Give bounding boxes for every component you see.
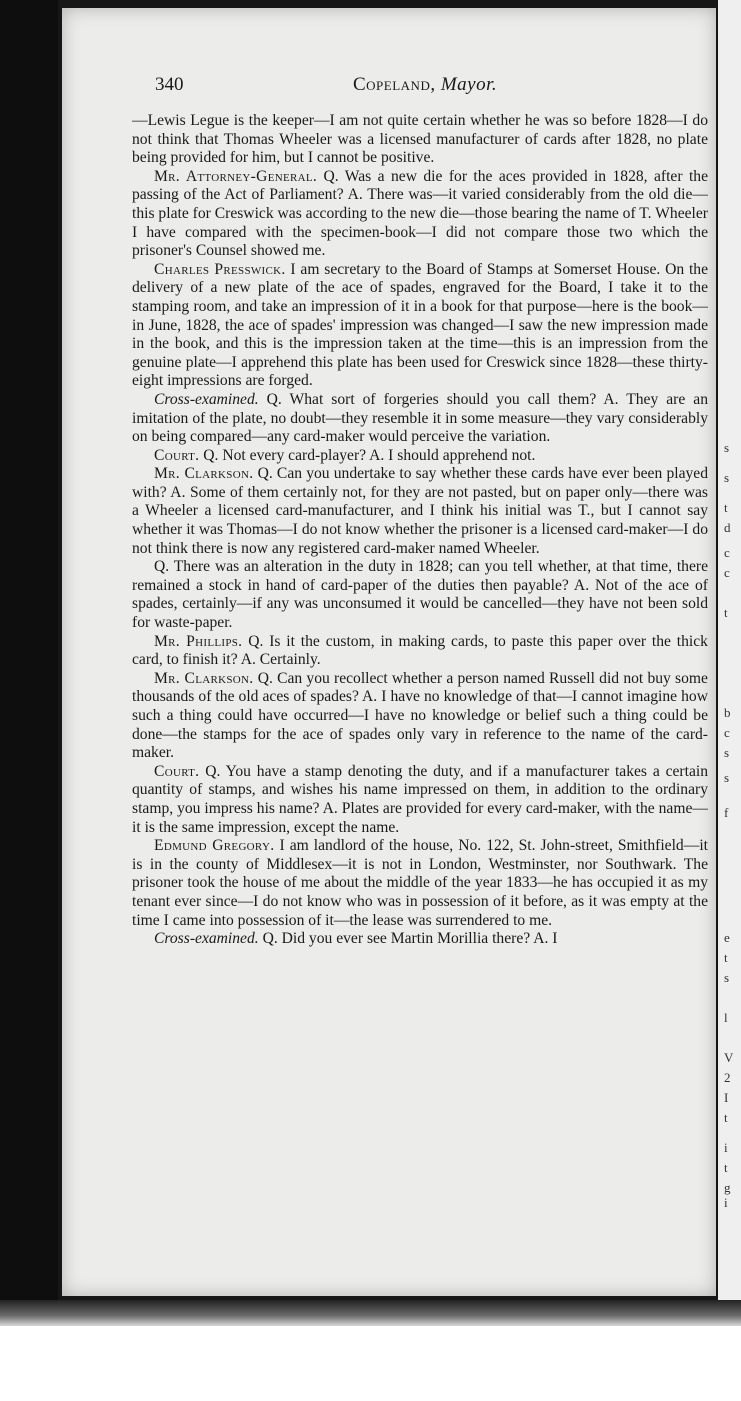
paragraph: [132, 465, 708, 558]
facing-page-letter: b: [724, 705, 731, 720]
facing-page-letter: t: [724, 500, 728, 515]
paragraph: [132, 112, 708, 168]
speaker-name: Mr. Clarkson.: [154, 669, 254, 687]
facing-page-letter: d: [724, 520, 731, 535]
facing-page-letter: c: [724, 725, 730, 740]
page-body: [132, 112, 708, 949]
speaker-name: Mr. Phillips.: [154, 632, 243, 650]
facing-page-letter: i: [724, 1195, 728, 1210]
paragraph-text: Q. Did you ever see Martin Morillia there? A. I: [262, 930, 558, 948]
paragraph-text: Q. There was an alteration in the duty in 1828; can you tell whether, at that time, there remained a stock in hand of card-paper of the duties then payable? A. Not of the ace of spades, certainly—if any was unconsumed it would be cancelled—they have not been sold for waste-paper.: [132, 558, 708, 632]
facing-page-letter: I: [724, 1090, 729, 1105]
facing-page-letter: t: [724, 950, 728, 965]
page-bottom-edge-shadow: [0, 1300, 741, 1326]
facing-page-letter: s: [724, 470, 730, 485]
facing-page-letter: c: [724, 565, 730, 580]
facing-page-letter: s: [724, 440, 730, 455]
running-head: [353, 74, 497, 96]
speaker-name: Mr. Clarkson.: [154, 465, 254, 483]
paragraph: [132, 391, 708, 447]
paragraph-text: Q. You have a stamp denoting the duty, and if a manufacturer takes a certain quantity of stamps, and wishes his name impressed on them, in addition to the ordinary stamp, you impress his name? A. Plates are provided for every card-maker, with the name—it is the same impression, except the name.: [132, 762, 709, 836]
paragraph-text: I am secretary to the Board of Stamps at Somerset House. On the delivery of a new plate of the ace of spades, engraved for the Board, I take it to the stamping room, and take an impression of it in a book for that purpose—here is the book—in June, 1828, the ace of spades' impression was changed—I saw the new impression made in the book, and this is the impression taken at the time—this is an impression from the genuine plate—I apprehend this plate has been used for Creswick since 1828—these thirty-eight impressions are forged.: [132, 260, 708, 390]
paragraph-text: Q. Was a new die for the aces provided in 1828, after the passing of the Act of Parliament? A. There was—it varied considerably from the old die—this plate for Creswick was according to the new die—those bearing the name of T. Wheeler I have compared with the specimen-book—I did not compare those two which the prisoner's Counsel showed me.: [132, 167, 708, 260]
speaker-name: Edmund Gregory.: [154, 837, 275, 855]
paragraph-text: Q. Not every card-player? A. I should apprehend not.: [203, 446, 536, 464]
speaker-name: Cross-examined.: [154, 390, 259, 408]
facing-page-letter: t: [724, 1160, 728, 1175]
paragraph-text: —Lewis Legue is the keeper—I am not quite certain whether he was so before 1828—I do not think that Thomas Wheeler was a licensed manufacturer of cards after 1828, no plate being provided for him, but I cannot be positive.: [132, 112, 708, 167]
page-header: [155, 74, 715, 102]
paragraph-text: I am landlord of the house, No. 122, St. John-street, Smithfield—it is in the county of Middlesex—it is not in London, Westminster, nor Southwark. The prisoner took the house of me about the middle of the year 1833—he has occupied it as my tenant ever since—I do not know who was in possession of it before, as it was empty at the time I came into possession of it—the lease was surrendered to me.: [132, 837, 708, 929]
paragraph-text: Q. Can you recollect whether a person named Russell did not buy some thousands of the old aces of spades? A. I have no knowledge of that—I cannot imagine how such a thing could have occurred—I have no knowledge or belief such a thing could be done—the stamps for the ace of spades only vary in reference to the name of the card-maker.: [132, 669, 708, 762]
facing-page-letter: s: [724, 770, 730, 785]
speaker-name: Court.: [154, 446, 200, 464]
paragraph: [132, 763, 708, 837]
paragraph: [132, 261, 708, 391]
paragraph: [132, 558, 708, 632]
facing-page-edge: [718, 0, 741, 1300]
paragraph-text: Q. What sort of forgeries should you call them? A. They are an imitation of the plate, no doubt—they resemble it in some measure—they vary considerably on being compared—any card-maker would perceive the variation.: [132, 390, 708, 446]
facing-page-letter: t: [724, 605, 728, 620]
speaker-name: Mr. Attorney-General.: [154, 167, 318, 185]
facing-page-letter: 2: [724, 1070, 731, 1085]
facing-page-letter: s: [724, 970, 730, 985]
paragraph: [132, 633, 708, 670]
paragraph: [132, 670, 708, 763]
facing-page-letter: g: [724, 1180, 731, 1195]
paragraph-text: Q. Can you undertake to say whether these cards have ever been played with? A. Some of them certainly not, for they are not pasted, but on paper only—there was a Wheeler a licensed card-manufacturer, and I think his initial was T., but I cannot say whether it was Thomas—I do not know whether the prisoner is a licensed card-maker—I do not think there is now any registered card-maker named Wheeler.: [132, 465, 709, 557]
paragraph-text: Q. Is it the custom, in making cards, to paste this paper over the thick card, to finish it? A. Certainly.: [132, 632, 708, 669]
facing-page-letter: c: [724, 545, 730, 560]
running-head-name: Copeland,: [353, 74, 436, 95]
paragraph: [132, 447, 708, 466]
speaker-name: Charles Presswick.: [154, 260, 286, 278]
speaker-name: Cross-examined.: [154, 930, 259, 948]
facing-page-letter: i: [724, 1140, 728, 1155]
facing-page-letter: l: [724, 1010, 728, 1025]
speaker-name: Court.: [154, 762, 200, 780]
facing-page-letter: s: [724, 745, 730, 760]
paragraph: [132, 930, 708, 949]
running-head-title: Mayor.: [440, 74, 498, 95]
paragraph: [132, 168, 708, 261]
paragraph: [132, 837, 708, 930]
book-gutter-shadow: [0, 0, 58, 1300]
facing-page-letter: f: [724, 805, 729, 820]
page-number: 340: [155, 74, 184, 95]
facing-page-letter: t: [724, 1110, 728, 1125]
facing-page-letter: V: [724, 1050, 734, 1065]
facing-page-letter: e: [724, 930, 730, 945]
